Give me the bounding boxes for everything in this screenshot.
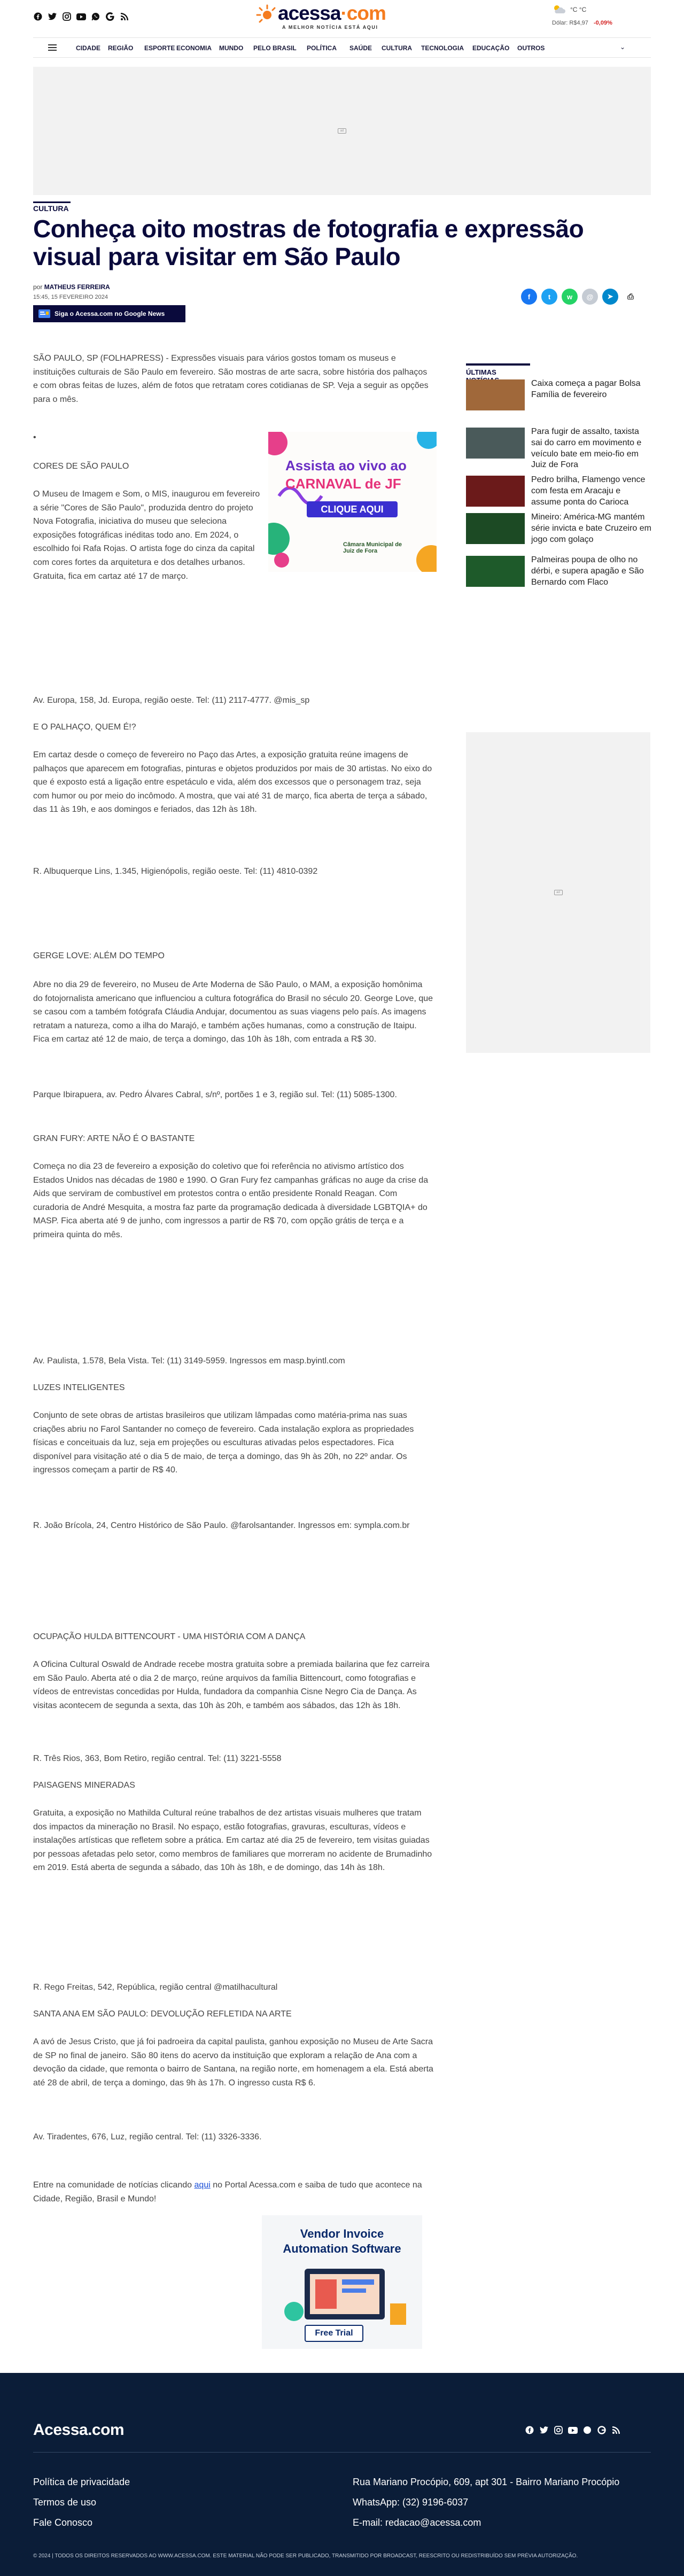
site-footer: [0, 2373, 684, 2576]
nav-item-sa-de[interactable]: SAÚDE: [349, 44, 372, 52]
author-name[interactable]: MATHEUS FERREIRA: [44, 283, 110, 291]
footer-links: [33, 2472, 130, 2533]
sidebar: [466, 363, 651, 587]
s2-text: Em cartaz desde o começo de fevereiro no Paço das Artes, a exposição gratuita reúne imagens de palhaços que aparecem em fotografias, pinturas e objetos produzidos por mais de 30 artistas. No eixo do que é exposto está a ligação entre espetáculo e vida, além dos excessos que o personagem traz, seja com humor ou por meio do incômodo. A mostra, que vai até 31 de março, fica aberta de terça a sábado, das 11 às 19h, e aos domingos e feriados, das 12h às 18h.: [33, 750, 432, 814]
article-title: Conheça oito mostras de fotografia e expressão visual para visitar em São Paulo: [33, 215, 584, 270]
news-headline[interactable]: Palmeiras poupa de olho no dérbi, e supera apagão e São Bernardo com Flaco: [531, 555, 644, 587]
s2-title: E O PALHAÇO, QUEM É!?: [33, 723, 136, 732]
dollar-label: Dólar: R$4,97: [552, 20, 588, 26]
ad-placeholder-icon: ad: [338, 128, 346, 134]
hamburger-menu-icon[interactable]: [48, 44, 57, 51]
footer-email[interactable]: E-mail: redacao@acessa.com: [353, 2517, 481, 2528]
site-logo[interactable]: [251, 2, 428, 32]
ad-placeholder-icon: ad: [554, 890, 563, 895]
footer-link[interactable]: Termos de uso: [33, 2497, 97, 2508]
news-headline[interactable]: Para fugir de assalto, taxista sai do carro em movimento e veículo bate em meio-fio em Juiz de Fora: [531, 427, 642, 470]
s6-address: R. Três Rios, 363, Bom Retiro, região central. Tel: (11) 3221-5558: [33, 1754, 282, 1763]
s7-address: R. Rego Freitas, 542, República, região central @matilhacultural: [33, 1983, 278, 1992]
news-thumbnail[interactable]: [466, 428, 525, 459]
latest-news-item[interactable]: [466, 513, 650, 545]
s6-text: A Oficina Cultural Oswald de Andrade recebe mostra gratuita sobre a premiada bailarina que fez carreira em São Paulo. Aberta até o dia 2 de março, reúne arquivos da família Bittencourt, como fotografias e vídeos de entrevistas concedidas por Hulda, fundadora da companhia Cisne Negro Cia de Dança. As visitas acontecem de segunda a sexta, das 10h às 20h, e também aos sábados, das 12h às 18h.: [33, 1660, 430, 1710]
sidebar-ad[interactable]: [466, 732, 650, 1053]
footer-copyright: © 2024 | TODOS OS DIREITOS RESERVADOS AO WWW.ACESSA.COM. ESTE MATERIAL NÃO PODE SER PUBLICADO, TRANSMITIDO POR BROADCAST, REESCRITO OU REDISTRIBUÍDO SEM PRÉVIA AUTORIZAÇÃO.: [33, 2553, 578, 2559]
s4-text: Começa no dia 23 de fevereiro a exposição do coletivo que foi referência no ativismo artístico dos Estados Unidos nas décadas de 1980 e 1990. O Gran Fury fez campanhas gráficas no auge da crise da Aids que serviram de combustível em protestos contra o então presidente Ronald Reagan. Com curadoria de André Mesquita, a mostra faz parte da programação dedicada à diversidade LGBTQIA+ do MASP. Fica aberta até 9 de junho, com ingressos a partir de R$ 70, com opção grátis de terça e a primeira quinta do mês.: [33, 1162, 429, 1239]
footer-social: [525, 2425, 621, 2435]
nav-item-pelo-brasil[interactable]: PELO BRASIL: [253, 44, 297, 52]
news-thumbnail[interactable]: [466, 379, 525, 410]
latest-news-item[interactable]: [466, 476, 650, 508]
share-whatsapp-icon[interactable]: w: [562, 289, 578, 305]
nav-item-educa-o[interactable]: EDUCAÇÃO: [472, 44, 510, 52]
ad-title-2: Automation Software: [283, 2242, 401, 2255]
main-nav: [33, 37, 651, 58]
latest-news-item[interactable]: [466, 379, 650, 412]
s5-text: Conjunto de sete obras de artistas brasileiros que utilizam lâmpadas como matéria-prima nas suas criações abriu no Farol Santander no começo de fevereiro. Cada instalação explora as propriedades físicas e conceituais da luz, seja em projeções ou esculturas ativadas pelos espectadores. Fica disponível para visitação até o dia 5 de maio, de terça a domingo, das 9h às 20h, no 22º andar. Os ingressos começam a partir de R$ 40.: [33, 1411, 414, 1475]
s3-address: Parque Ibirapuera, av. Pedro Álvares Cabral, s/nº, portões 1 e 3, região sul. Tel: (11) 5085-1300.: [33, 1090, 397, 1099]
nav-items: [76, 44, 555, 52]
footer-address: Rua Mariano Procópio, 609, apt 301 - Bairro Mariano Procópio: [353, 2477, 620, 2487]
nav-item-esporte[interactable]: ESPORTE: [144, 44, 175, 52]
footer-link[interactable]: Fale Conosco: [33, 2517, 93, 2528]
s8-address: Av. Tiradentes, 676, Luz, região central. Tel: (11) 3326-3336.: [33, 2132, 262, 2142]
share-twitter-icon[interactable]: t: [541, 289, 557, 305]
s7-text: Gratuita, a exposição no Mathilda Cultural reúne trabalhos de dez artistas visuais mulheres que tratam dos impactos da mineração no Brasil. No espaço, estão fotografias, gravuras, esculturas, vídeos e instalações artísticas que refletem sobre a prática. Em cartaz até dia 25 de fevereiro, tem visitas guiadas por pessoas afetadas pelo setor, como membros de familiares que morreram no acidente de Brumadinho em 2019. Está aberta de segunda a sábado, das 10h às 18h, e de domingo, das 14h às 18h.: [33, 1809, 432, 1873]
byline-prefix: por: [33, 283, 43, 291]
nav-item-economia[interactable]: ECONOMIA: [176, 44, 212, 52]
footer-twitter-icon[interactable]: [539, 2425, 549, 2435]
footer-contact: [353, 2472, 619, 2533]
logo-wordmark: acessa·com: [278, 2, 386, 24]
s3-text: Abre no dia 29 de fevereiro, no Museu de Arte Moderna de São Paulo, o MAM, a exposição homônima do fotojornalista americano que influenciou a cultura fotográfica do Brasil no século 20. George Love, que se casou com a também fotógrafa Cláudia Andujar, documentou as suas viagens pelo país. As imagens retratam a natureza, como a ilha do Marajó, e também ações humanas, como a construção de Itaipu. Fica em cartaz até 12 de maio, de terça a domingo, das 10h às 18h, com entrada a R$ 30.: [33, 980, 433, 1044]
chevron-down-icon[interactable]: ⌄: [620, 43, 626, 51]
nav-item-cidade[interactable]: CIDADE: [76, 44, 101, 52]
social-links: [33, 12, 129, 21]
news-headline[interactable]: Pedro brilha, Flamengo vence com festa em Aracaju e assume ponta do Carioca: [531, 475, 646, 507]
share-facebook-icon[interactable]: f: [521, 289, 537, 305]
latest-news-item[interactable]: [466, 556, 650, 588]
share-email-icon[interactable]: @: [582, 289, 598, 305]
footer-facebook-icon[interactable]: [525, 2425, 534, 2435]
nav-item-cultura[interactable]: CULTURA: [382, 44, 413, 52]
s3-title: GERGE LOVE: ALÉM DO TEMPO: [33, 951, 165, 960]
ad-title-1: Vendor Invoice: [300, 2227, 384, 2240]
youtube-icon[interactable]: [76, 12, 86, 21]
whatsapp-icon[interactable]: [91, 12, 100, 21]
latest-news-heading: ÚLTIMAS: [466, 363, 530, 384]
sun-logo-icon: [251, 3, 278, 25]
google-news-icon: [38, 309, 50, 318]
footer-logo[interactable]: Acessa.com: [33, 2421, 125, 2439]
footer-divider: [33, 2452, 651, 2453]
share-telegram-icon[interactable]: ➤: [602, 289, 618, 305]
bullet-marker: •: [33, 433, 36, 442]
footer-instagram-icon[interactable]: [554, 2425, 563, 2435]
footer-youtube-icon[interactable]: [568, 2425, 578, 2435]
footer-whatsapp[interactable]: WhatsApp: (32) 9196-6037: [353, 2497, 469, 2508]
s5-address: R. João Brícola, 24, Centro Histórico de São Paulo. @farolsantander. Ingressos em: sympla.com.br: [33, 1521, 410, 1530]
section-label[interactable]: CULTURA: [33, 204, 69, 213]
news-thumbnail[interactable]: [466, 476, 525, 507]
ad-line2: CARNAVAL de JF: [285, 476, 401, 492]
ad-cta-button[interactable]: CLIQUE AQUI: [307, 501, 398, 517]
latest-news-item[interactable]: [466, 427, 650, 470]
google-news-label: Siga o Acessa.com no Google News: [55, 310, 165, 317]
nav-item-outros[interactable]: OUTROS: [517, 44, 545, 52]
s4-address: Av. Paulista, 1.578, Bela Vista. Tel: (11) 3149-5959. Ingressos em masp.byintl.com: [33, 1356, 345, 1365]
s7-title: PAISAGENS MINERADAS: [33, 1781, 135, 1790]
s8-text: A avó de Jesus Cristo, que já foi padroeira da capital paulista, ganhou exposição no Museu de Arte Sacra de SP no final de janeiro. São 80 itens do acervo da instituição que exploram a relação de Ana com a devoção da cidade, que remonta o bairro de Santana, na região norte, em homenagem a ela. Está aberta até 28 de abril, de terça a domingo, das 9h às 17h. O ingresso custa R$ 6.: [33, 2037, 433, 2088]
print-icon[interactable]: ⎙: [623, 289, 639, 305]
ad-free-trial-button[interactable]: Free Trial: [305, 2325, 363, 2342]
publish-date: 15:45, 15 FEVEREIRO 2024: [33, 294, 108, 300]
top-bar: [0, 0, 684, 37]
news-headline[interactable]: Mineiro: América-MG mantém série invicta e bate Cruzeiro em jogo com golaço: [531, 513, 651, 544]
footer-whatsapp-icon[interactable]: [582, 2425, 592, 2435]
nav-item-mundo[interactable]: MUNDO: [219, 44, 244, 52]
share-buttons: [521, 289, 639, 305]
twitter-icon[interactable]: [48, 12, 57, 21]
footer-rss-icon[interactable]: [611, 2425, 621, 2435]
cta-paragraph: [33, 2178, 434, 2206]
news-thumbnail[interactable]: [466, 556, 525, 587]
nav-item-pol-tica[interactable]: POLÍTICA: [307, 44, 337, 52]
s1-title: CORES DE SÃO PAULO: [33, 462, 129, 471]
cta-link[interactable]: aqui: [194, 2181, 211, 2190]
section-rule: [33, 201, 71, 203]
dollar-change: -0,09%: [594, 20, 612, 26]
ad-org: Câmara Municipal de Juiz de Fora: [343, 541, 402, 554]
footer-google-icon[interactable]: [597, 2425, 607, 2435]
s4-title: GRAN FURY: ARTE NÃO É O BASTANTE: [33, 1134, 195, 1143]
weather-temp: °C °C: [570, 6, 587, 13]
google-news-button[interactable]: [33, 305, 185, 322]
rss-icon[interactable]: [120, 12, 129, 21]
nav-item-tecnologia[interactable]: TECNOLOGIA: [421, 44, 464, 52]
vendor-invoice-ad[interactable]: [262, 2215, 422, 2349]
s1-text: O Museu de Imagem e Som, o MIS, inaugurou em fevereiro a série "Cores de São Paulo", produzida dentro do projeto Nova Fotografia, iniciativa do museu que seleciona exposições fotográficas inéditas todo ano. Em 2024, o escolhido foi Rafa Rojas. O artista foge do cinza da capital com cores fortes da arquitetura e dos detalhes urbanos. Gratuita, fica em cartaz até 17 de março.: [33, 490, 260, 581]
ad-line1: Assista ao vivo ao: [285, 457, 407, 474]
footer-link[interactable]: Política de privacidade: [33, 2477, 130, 2487]
top-ad-banner[interactable]: [33, 67, 651, 195]
byline: [33, 283, 110, 291]
weather-icon: [552, 4, 566, 14]
s6-title: OCUPAÇÃO HULDA BITTENCOURT - UMA HISTÓRIA COM A DANÇA: [33, 1632, 306, 1641]
cta-before: Entre na comunidade de notícias clicando: [33, 2181, 192, 2190]
s5-title: LUZES INTELIGENTES: [33, 1383, 125, 1392]
facebook-icon[interactable]: [33, 12, 43, 21]
nav-item-regi-o[interactable]: REGIÃO: [108, 44, 134, 52]
s1-address: Av. Europa, 158, Jd. Europa, região oeste. Tel: (11) 2117-4777. @mis_sp: [33, 696, 310, 705]
intro-paragraph: SÃO PAULO, SP (FOLHAPRESS) - Expressões visuais para vários gostos tomam os museus e instituições culturais de São Paulo em fevereiro. São mostras de arte sacra, sobre história dos palhaços e com obras feitas de luzes, além de fotos que retratam cores cotidianas de SP. Veja a seguir as opções para o mês.: [33, 354, 429, 404]
s2-address: R. Albuquerque Lins, 1.345, Higienópolis, região oeste. Tel: (11) 4810-0392: [33, 867, 318, 876]
news-headline[interactable]: Caixa começa a pagar Bolsa Família de fevereiro: [531, 379, 641, 399]
s8-title: SANTA ANA EM SÃO PAULO: DEVOLUÇÃO REFLETIDA NA ARTE: [33, 2009, 292, 2019]
ad-illustration: [262, 2261, 422, 2336]
cta-after: no Portal Acessa.com e saiba de tudo que acontece na Cidade, Região, Brasil e Mundo!: [33, 2181, 422, 2203]
carnaval-ad[interactable]: [268, 432, 437, 572]
logo-tagline: A MELHOR NOTÍCIA ESTÁ AQUI: [282, 25, 378, 30]
news-thumbnail[interactable]: [466, 513, 525, 544]
instagram-icon[interactable]: [62, 12, 72, 21]
weather-widget: [548, 3, 655, 29]
google-icon[interactable]: [105, 12, 115, 21]
